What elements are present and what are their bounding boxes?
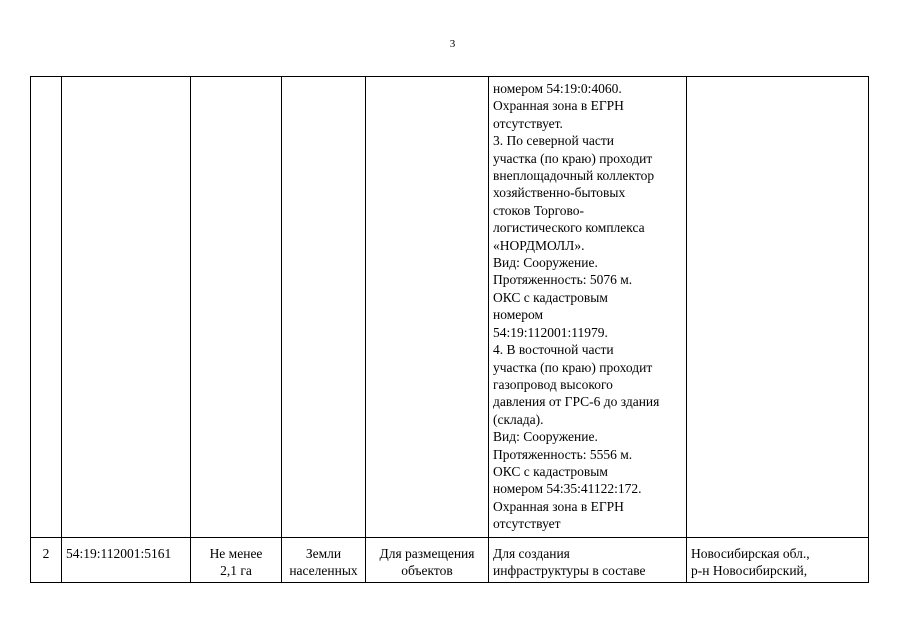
table-row: [31, 538, 869, 583]
text-line: Для создания: [493, 546, 570, 561]
text-line: Протяженность: 5556 м.: [493, 446, 633, 462]
text-line: давления от ГРС-6 до здания: [493, 394, 660, 410]
text-line: номером: [493, 307, 544, 323]
text-line: отсутствует.: [493, 115, 563, 131]
text-line: газопровод высокого: [493, 376, 613, 392]
cell-cadastral-empty: [62, 77, 191, 538]
text-line: номером 54:19:0:4060.: [493, 81, 622, 96]
cell-encumbrances: [489, 77, 687, 538]
land-plots-table: [30, 76, 869, 583]
text-line: Земли: [305, 546, 342, 561]
purpose-text: [489, 538, 686, 582]
table-row-continuation: [31, 77, 869, 538]
cell-use-empty: [366, 77, 489, 538]
text-line: номером 54:35:41122:172.: [493, 481, 642, 497]
cell-category-empty: [282, 77, 366, 538]
text-line: Протяженность: 5076 м.: [493, 272, 633, 288]
cell-purpose: [489, 538, 687, 583]
text-line: инфраструктуры в составе: [493, 563, 646, 579]
text-line: Новосибирская обл.,: [691, 546, 810, 561]
location-text: [687, 538, 868, 582]
cell-category: [282, 538, 366, 583]
text-line: 54:19:112001:11979.: [493, 324, 608, 340]
text-line: 4. В восточной части: [493, 342, 614, 358]
text-line: внеплощадочный коллектор: [493, 168, 655, 184]
area-text: [191, 538, 281, 582]
text-line: 3. По северной части: [493, 133, 615, 149]
text-line: Охранная зона в ЕГРН: [493, 98, 624, 114]
text-line: участка (по краю) проходит: [493, 359, 653, 375]
cell-area-empty: [191, 77, 282, 538]
text-line: (склада).: [493, 411, 544, 427]
text-line: населенных: [289, 563, 358, 579]
text-line: Для размещения: [379, 546, 475, 561]
text-line: 2,1 га: [220, 563, 252, 579]
cell-use: [366, 538, 489, 583]
text-line: участка (по краю) проходит: [493, 150, 653, 166]
cell-location: [687, 538, 869, 583]
text-line: ОКС с кадастровым: [493, 463, 608, 479]
text-line: хозяйственно-бытовых: [493, 185, 626, 201]
use-text: [366, 538, 488, 582]
text-line: ОКС с кадастровым: [493, 289, 608, 305]
cell-number-empty: [31, 77, 62, 538]
cell-area: [191, 538, 282, 583]
text-line: Вид: Сооружение.: [493, 429, 598, 445]
page-number: 3: [449, 38, 456, 50]
text-line: объектов: [401, 563, 453, 579]
text-line: Вид: Сооружение.: [493, 255, 598, 271]
text-line: р-н Новосибирский,: [691, 563, 808, 579]
text-line: Не менее: [209, 546, 263, 561]
cell-cadastral: [62, 538, 191, 583]
text-line: стоков Торгово-: [493, 202, 585, 218]
text-line: Охранная зона в ЕГРН: [493, 498, 624, 514]
encumbrances-text: [489, 77, 686, 535]
row-number: 2: [42, 546, 50, 561]
text-line: логистического комплекса: [493, 220, 645, 236]
text-line: отсутствует: [493, 516, 561, 532]
cell-number: [31, 538, 62, 583]
cadastral-number: 54:19:112001:5161: [66, 546, 172, 561]
category-text: [282, 538, 365, 582]
text-line: «НОРДМОЛЛ».: [493, 237, 585, 253]
cell-location-empty: [687, 77, 869, 538]
